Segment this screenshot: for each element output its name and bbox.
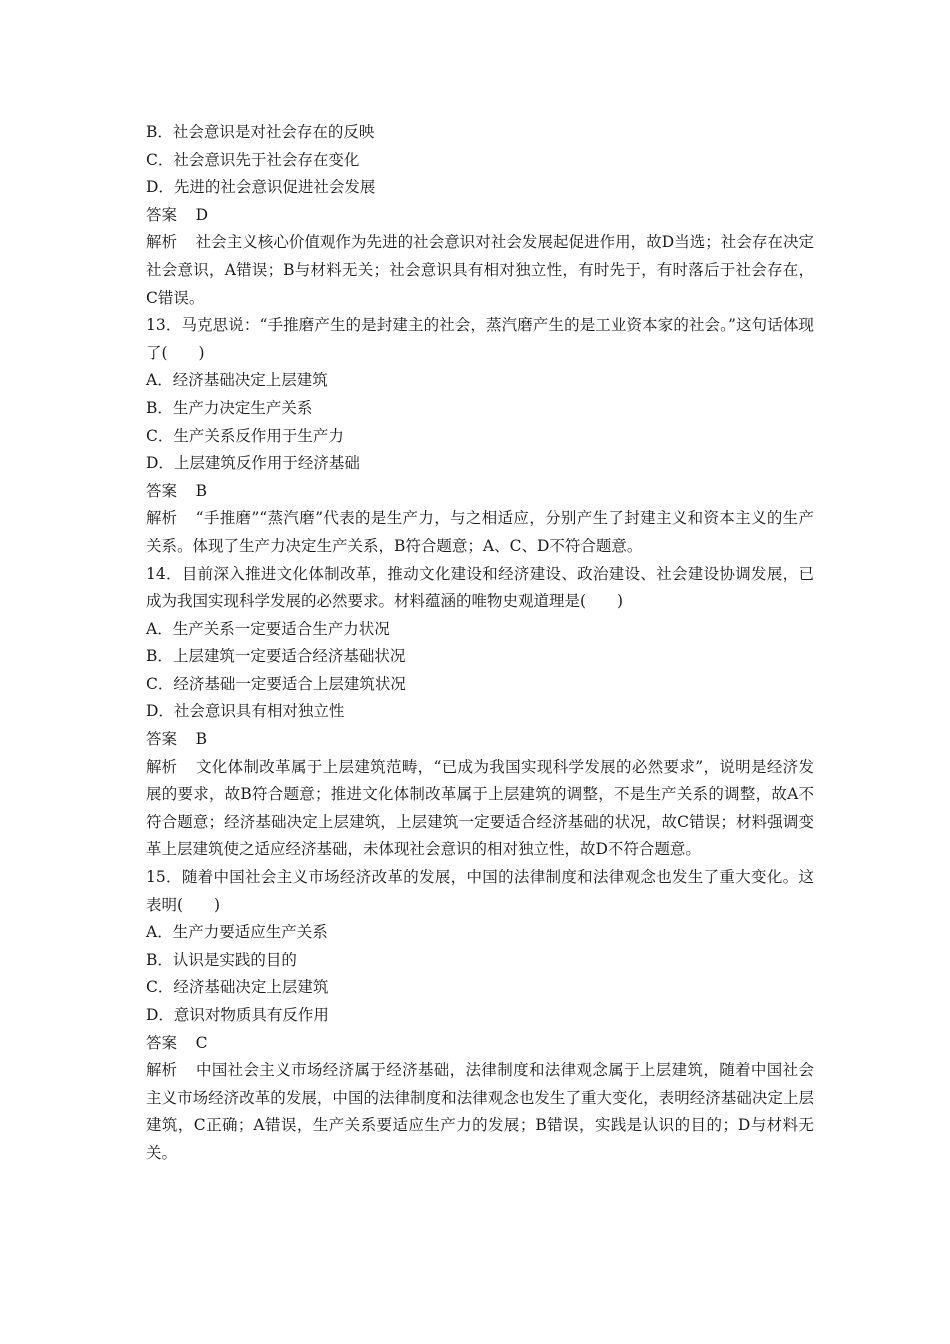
analysis-line (146, 754, 814, 864)
option-b: B．上层建筑一定要适合经济基础状况 (146, 647, 406, 666)
option-b: B．社会意识是对社会存在的反映 (146, 123, 375, 141)
answer-line (146, 202, 814, 230)
option-a: A．经济基础决定上层建筑 (146, 371, 328, 390)
analysis-label: 解析 (146, 1061, 178, 1080)
answer-label: 答案 (146, 730, 178, 749)
analysis-label: 解析 (146, 509, 178, 528)
analysis-label: 解析 (146, 233, 178, 252)
option-a: A．生产力要适应生产关系 (146, 923, 328, 942)
option-b: B．认识是实践的目的 (146, 950, 297, 969)
answer-line (146, 726, 814, 754)
analysis-label: 解析 (146, 757, 178, 776)
question-text: 13．马克思说：“手推磨产生的是封建主的社会，蒸汽磨产生的是工业资本家的社会。”这句话体现了( ) (146, 316, 814, 362)
question-14 (146, 561, 814, 865)
answer-label: 答案 (146, 205, 178, 224)
question-text: 14．目前深入推进文化体制改革，推动文化建设和经济建设、政治建设、社会建设协调发展，已成为我国实现科学发展的必然要求。材料蕴涵的唯物史观道理是( ) (146, 564, 814, 611)
question-12 (146, 119, 814, 312)
question-15 (146, 864, 814, 1168)
answer-value: B (195, 481, 207, 500)
option-d: D．先进的社会意识促进社会发展 (146, 178, 376, 197)
option-c: C．社会意识先于社会存在变化 (146, 150, 360, 169)
option-c: C．生产关系反作用于生产力 (146, 426, 344, 445)
answer-value: C (195, 1033, 208, 1052)
analysis-line (146, 505, 814, 560)
option-a: A．生产关系一定要适合生产力状况 (146, 619, 390, 638)
option-b: B．生产力决定生产关系 (146, 398, 313, 417)
answer-label: 答案 (146, 481, 178, 500)
analysis-text: 文化体制改革属于上层建筑范畴，“已成为我国实现科学发展的必然要求”，说明是经济发展的要求，故B符合题意；推进文化体制改革属于上层建筑的调整，不是生产关系的调整，故A不符合题意；经济基础决定上层建筑，上层建筑一定要适合经济基础的状况，故C错误；材料强调变革上层建筑使之适应经济基础，未体现社会意识的相对独立性，故D不符合题意。 (146, 757, 814, 859)
answer-line (146, 478, 814, 506)
question-13 (146, 312, 814, 560)
answer-label: 答案 (146, 1033, 178, 1052)
option-c: C．经济基础决定上层建筑 (146, 978, 329, 997)
option-c: C．经济基础一定要适合上层建筑状况 (146, 674, 406, 693)
analysis-line (146, 229, 814, 312)
option-d: D．社会意识具有相对独立性 (146, 702, 345, 721)
analysis-line (146, 1057, 814, 1167)
option-d: D．上层建筑反作用于经济基础 (146, 454, 360, 473)
answer-line (146, 1030, 814, 1058)
answer-value: D (195, 205, 209, 224)
analysis-text: 社会主义核心价值观作为先进的社会意识对社会发展起促进作用，故D当选；社会存在决定社会意识，A错误；B与材料无关；社会意识具有相对独立性，有时先于，有时落后于社会存在，C错误。 (146, 233, 814, 307)
analysis-text: 中国社会主义市场经济属于经济基础，法律制度和法律观念属于上层建筑，随着中国社会主义市场经济改革的发展，中国的法律制度和法律观念也发生了重大变化，表明经济基础决定上层建筑，C正确；A错误，生产关系要适应生产力的发展；B错误，实践是认识的目的；D与材料无关。 (146, 1061, 814, 1162)
answer-value: B (195, 730, 207, 749)
document-page (146, 119, 814, 1168)
analysis-text: “手推磨”“蒸汽磨”代表的是生产力，与之相适应，分别产生了封建主义和资本主义的生产关系。体现了生产力决定生产关系，B符合题意；A、C、D不符合题意。 (146, 509, 814, 555)
option-d: D．意识对物质具有反作用 (146, 1006, 329, 1024)
question-text: 15．随着中国社会主义市场经济改革的发展，中国的法律制度和法律观念也发生了重大变化。这表明( ) (146, 868, 814, 914)
